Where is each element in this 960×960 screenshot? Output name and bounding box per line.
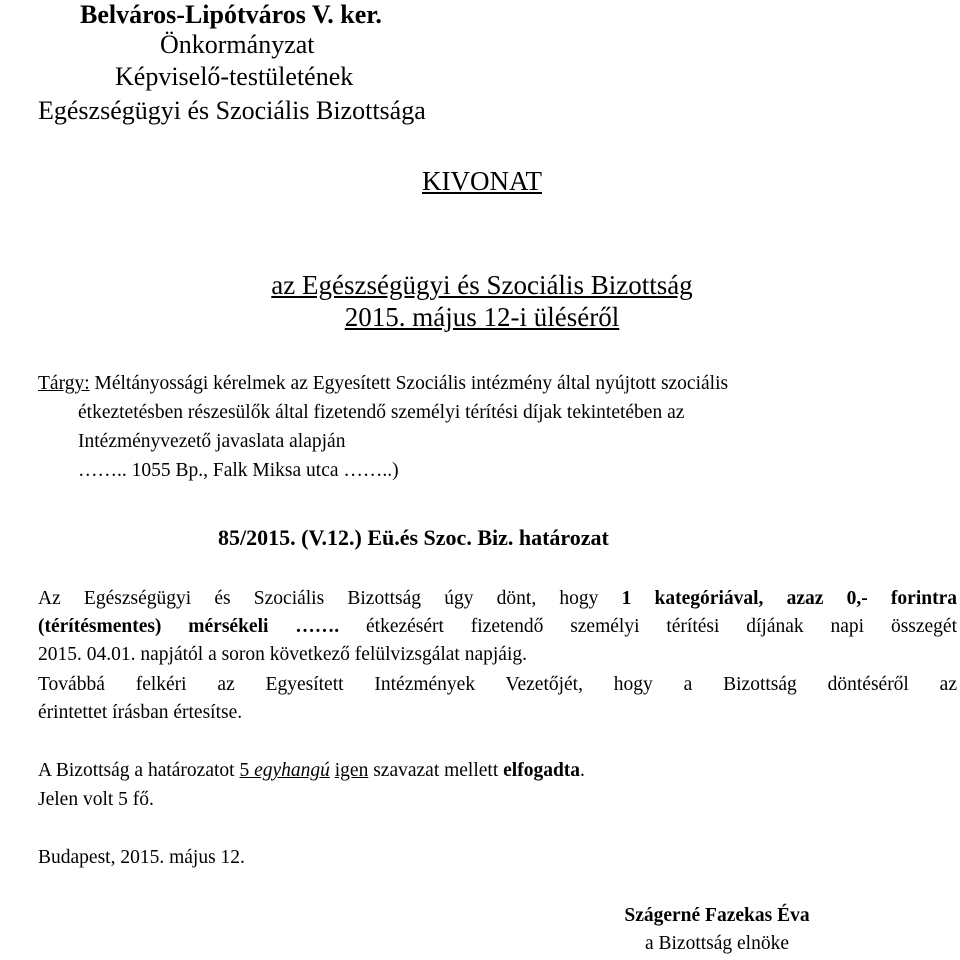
subject-line-4: …….. 1055 Bp., Falk Miksa utca ……..): [78, 460, 399, 481]
subject-text-1: Méltányossági kérelmek az Egyesített Szociális intézmény által nyújtott szociális: [89, 373, 729, 394]
vote-text: szavazat mellett: [368, 760, 504, 781]
header-line-4: Egészségügyi és Szociális Bizottsága: [38, 96, 426, 125]
body-bold-text: (térítésmentes) mérsékeli …….: [38, 616, 366, 637]
signature-name: Szágerné Fazekas Éva: [624, 905, 810, 926]
meeting-line-1: az Egészségügyi és Szociális Bizottság: [271, 270, 693, 300]
subject-label: Tárgy:: [38, 373, 90, 394]
vote-count: 5: [239, 760, 250, 781]
vote-text: A Bizottság a határozatot: [38, 760, 240, 781]
body-p1-line-2: [38, 615, 957, 639]
vote-unanimous: egyhangú: [254, 760, 330, 781]
subject-line-3: Intézményvezető javaslata alapján: [78, 431, 346, 452]
body-p2-line-2: érintettet írásban értesítse.: [38, 702, 243, 723]
signature-title: a Bizottság elnöke: [644, 933, 790, 954]
body-bold-text: 1 kategóriával, azaz 0,- forintra: [621, 588, 957, 609]
document-type-title: KIVONAT: [422, 166, 542, 196]
header-line-1: Belváros-Lipótváros V. ker.: [80, 0, 382, 29]
meeting-line-2: 2015. május 12-i üléséről: [344, 302, 620, 332]
body-text: Az Egészségügyi és Szociális Bizottság úgy dönt, hogy: [38, 588, 622, 609]
place-date: Budapest, 2015. május 12.: [38, 847, 245, 868]
body-p2-line-1: Továbbá felkéri az Egyesített Intézmények Vezetőjét, hogy a Bizottság döntéséről az: [38, 674, 957, 695]
resolution-number: 85/2015. (V.12.) Eü.és Szoc. Biz. határozat: [218, 525, 609, 550]
present-line: Jelen volt 5 fő.: [38, 789, 154, 810]
vote-end: .: [580, 760, 585, 781]
body-p1-line-1: [38, 587, 957, 611]
subject-line-2: étkeztetésben részesülők által fizetendő személyi térítési díjak tekintetében az: [78, 402, 685, 423]
subject-line-1: [38, 372, 728, 396]
body-text: étkezésért fizetendő személyi térítési díjának napi összegét: [366, 616, 958, 637]
header-line-2: Önkormányzat: [160, 30, 315, 59]
vote-line: [38, 759, 585, 783]
header-line-3: Képviselő-testületének: [115, 62, 354, 91]
vote-accepted: elfogadta: [503, 760, 581, 781]
vote-yes: igen: [334, 760, 369, 781]
body-p1-line-3: 2015. 04.01. napjától a soron következő felülvizsgálat napjáig.: [38, 644, 527, 665]
